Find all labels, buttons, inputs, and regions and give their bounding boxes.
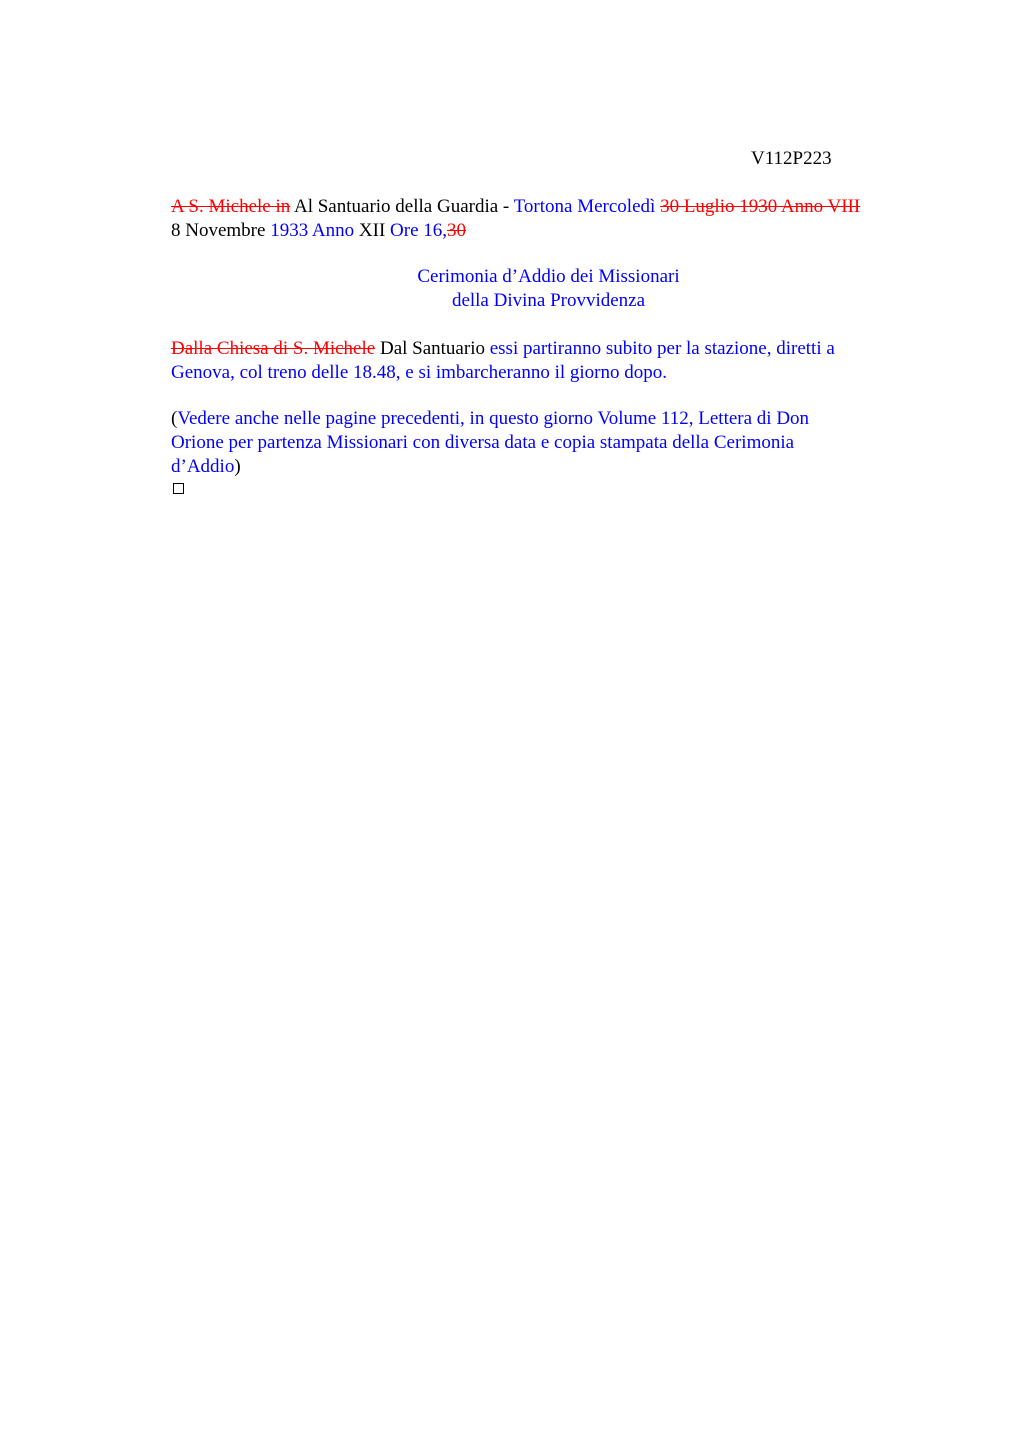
paragraph-reference-note xyxy=(171,407,911,479)
deleted-text: A S. Michele in xyxy=(171,196,291,217)
paragraph-line-3 xyxy=(171,455,911,479)
inserted-text: 1933 xyxy=(270,220,309,241)
inserted-text: Anno xyxy=(311,220,355,241)
original-text: Al Santuario della Guardia - xyxy=(290,196,514,217)
inserted-text: Vedere anche nelle pagine precedenti, in questo giorno Volume 112, Lettera di Don xyxy=(177,408,810,429)
document-title xyxy=(171,265,926,313)
open-paren: ( xyxy=(171,408,178,429)
paragraph-line-2: Orione per partenza Missionari con diversa data e copia stampata della Cerimonia xyxy=(171,432,795,453)
original-text: 8 Novembre xyxy=(171,220,271,241)
empty-square-icon xyxy=(173,483,184,494)
inserted-text: essi partiranno subito per la stazione, diretti a xyxy=(489,338,835,359)
deleted-text: Dalla Chiesa di S. Michele xyxy=(171,338,376,359)
title-line-1: Cerimonia d’Addio dei Missionari xyxy=(417,266,680,287)
original-text: Dal Santuario xyxy=(375,338,490,359)
original-text: XII xyxy=(354,220,391,241)
document-reference: V112P223 xyxy=(751,148,832,169)
heading-line-2 xyxy=(171,219,911,243)
title-line-2: della Divina Provvidenza xyxy=(451,290,646,311)
paragraph-departure xyxy=(171,337,911,385)
paragraph-line-1 xyxy=(171,407,911,431)
paragraph-line-2: Genova, col treno delle 18.48, e si imbarcheranno il giorno dopo. xyxy=(171,362,667,383)
heading-line-1 xyxy=(171,195,911,219)
inserted-text: d’Addio xyxy=(171,456,235,477)
inserted-text: Ore 16, xyxy=(390,220,448,241)
inserted-text: Tortona Mercoledì xyxy=(513,196,656,217)
deleted-text: 30 xyxy=(447,220,467,241)
paragraph-line-1 xyxy=(171,337,911,361)
close-paren: ) xyxy=(234,456,241,477)
heading-block xyxy=(171,195,911,243)
deleted-text: 30 Luglio 1930 Anno VIII xyxy=(660,196,861,217)
